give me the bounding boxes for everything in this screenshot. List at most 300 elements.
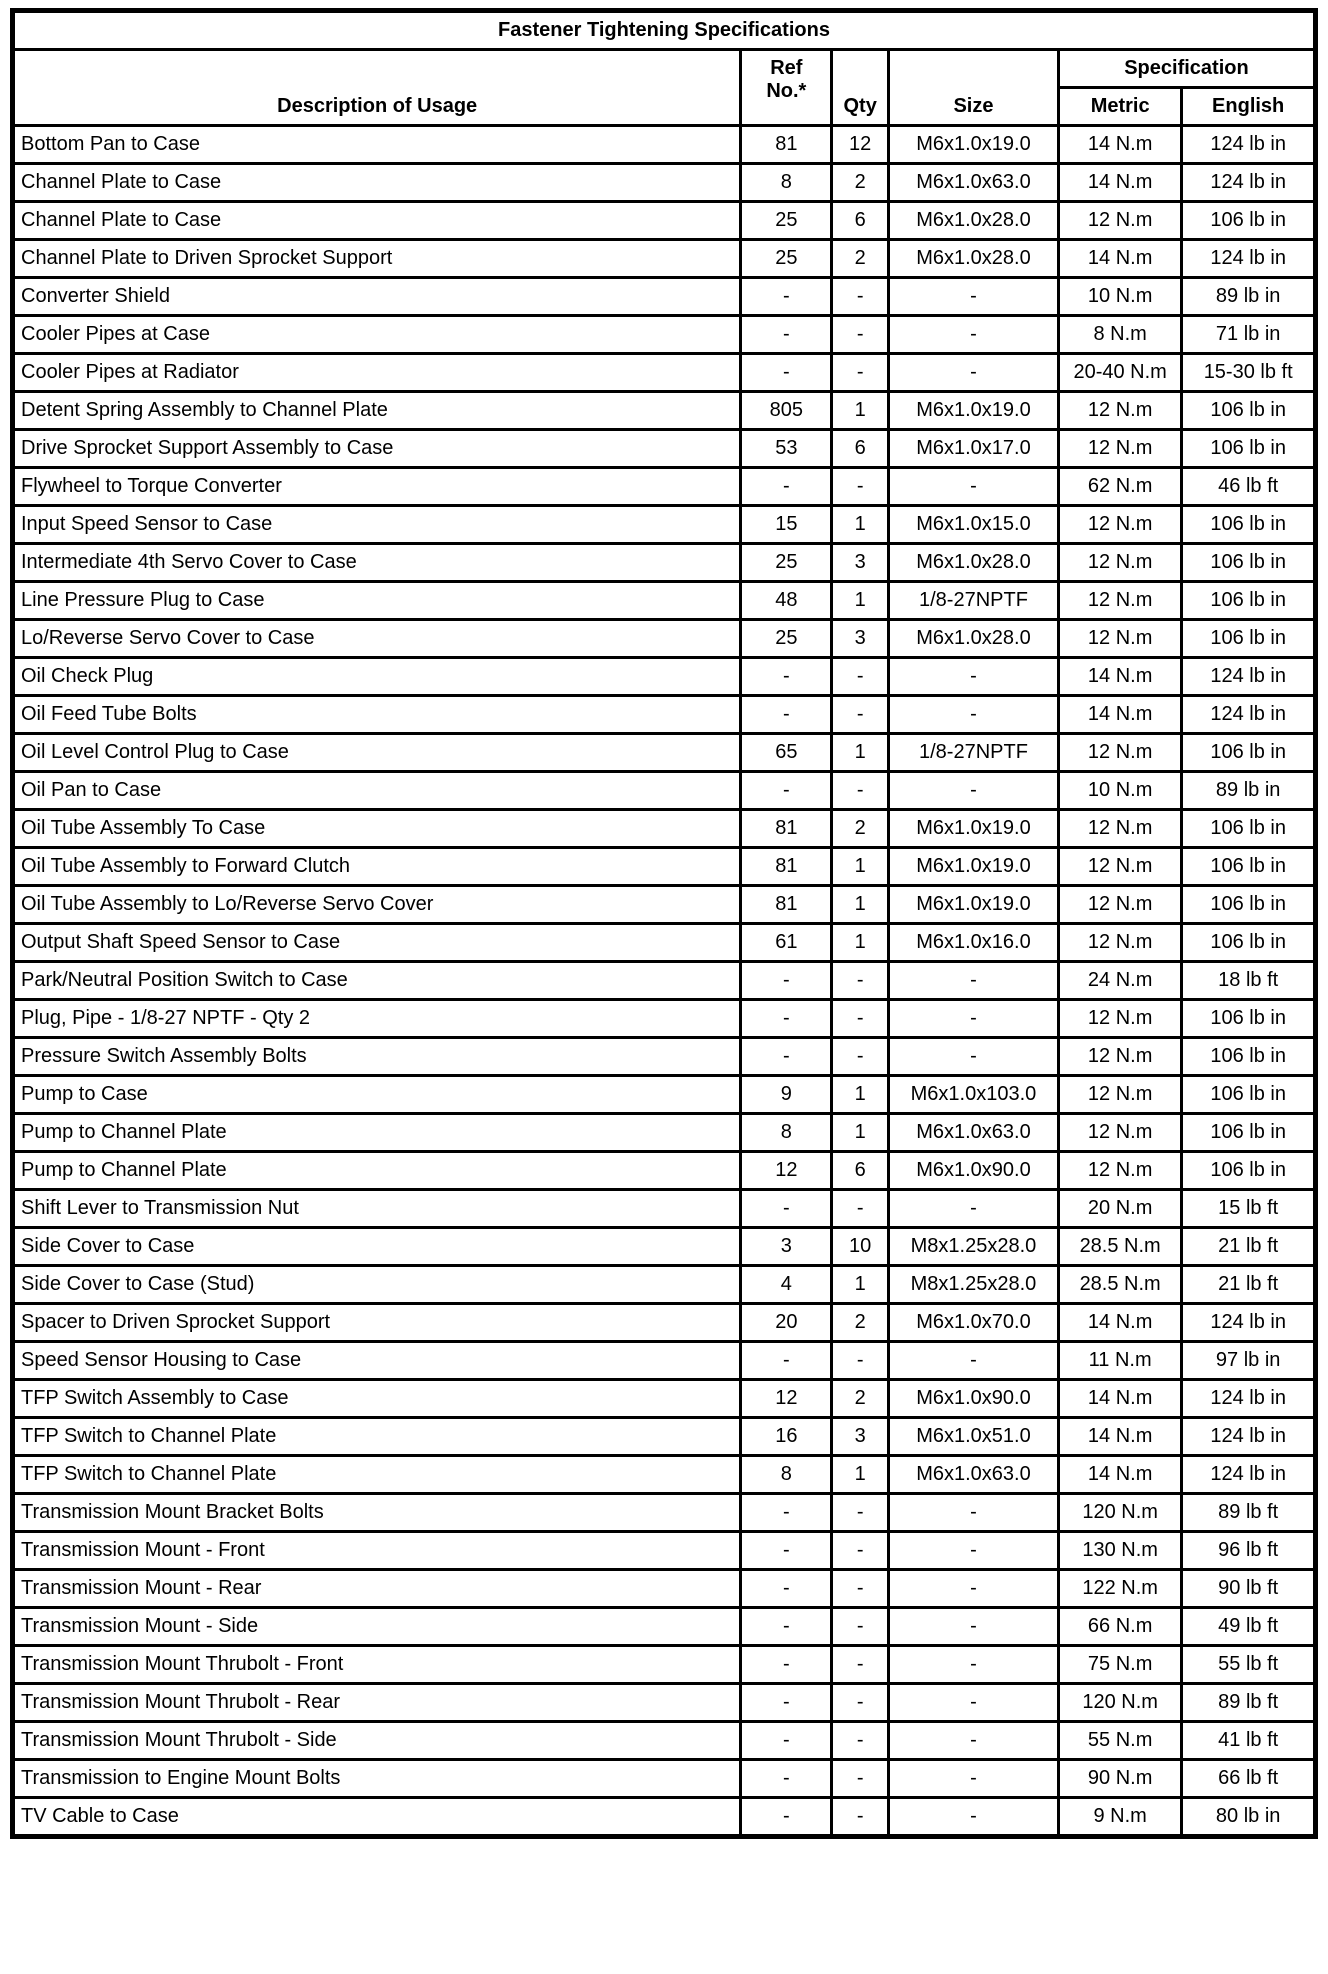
qty-cell: 1 [832, 886, 889, 924]
metric-spec-cell: 12 N.m [1058, 202, 1181, 240]
metric-spec-cell: 20 N.m [1058, 1190, 1181, 1228]
qty-cell: 1 [832, 924, 889, 962]
metric-spec-cell: 130 N.m [1058, 1532, 1181, 1570]
english-spec-cell: 21 lb ft [1182, 1228, 1316, 1266]
english-spec-cell: 106 lb in [1182, 1000, 1316, 1038]
size-cell: M6x1.0x19.0 [889, 886, 1059, 924]
english-spec-cell: 106 lb in [1182, 1038, 1316, 1076]
table-row [13, 1114, 1316, 1152]
table-row [13, 1456, 1316, 1494]
ref-no-cell: - [741, 468, 832, 506]
header-row-top [13, 50, 1316, 88]
size-cell: M8x1.25x28.0 [889, 1266, 1059, 1304]
qty-cell: - [832, 468, 889, 506]
qty-cell: - [832, 1608, 889, 1646]
size-cell: M6x1.0x15.0 [889, 506, 1059, 544]
size-cell: M6x1.0x19.0 [889, 810, 1059, 848]
english-spec-cell: 96 lb ft [1182, 1532, 1316, 1570]
qty-cell: 3 [832, 1418, 889, 1456]
english-spec-cell: 106 lb in [1182, 1114, 1316, 1152]
qty-cell: 10 [832, 1228, 889, 1266]
table-row [13, 1608, 1316, 1646]
description-cell: Cooler Pipes at Case [13, 316, 741, 354]
metric-spec-cell: 12 N.m [1058, 1114, 1181, 1152]
table-row [13, 1266, 1316, 1304]
qty-cell: 1 [832, 848, 889, 886]
header-ref-line2: No.* [766, 80, 807, 102]
size-cell: M6x1.0x19.0 [889, 392, 1059, 430]
qty-cell: 2 [832, 1380, 889, 1418]
description-cell: Pressure Switch Assembly Bolts [13, 1038, 741, 1076]
ref-no-cell: 25 [741, 202, 832, 240]
ref-no-cell: 25 [741, 240, 832, 278]
ref-no-cell: 805 [741, 392, 832, 430]
ref-no-cell: 48 [741, 582, 832, 620]
qty-cell: - [832, 316, 889, 354]
qty-cell: 2 [832, 164, 889, 202]
header-size: Size [889, 50, 1059, 126]
table-row [13, 1418, 1316, 1456]
metric-spec-cell: 90 N.m [1058, 1760, 1181, 1798]
description-cell: Pump to Case [13, 1076, 741, 1114]
table-row [13, 1722, 1316, 1760]
size-cell: M6x1.0x63.0 [889, 1456, 1059, 1494]
description-cell: Shift Lever to Transmission Nut [13, 1190, 741, 1228]
qty-cell: 1 [832, 1266, 889, 1304]
table-title: Fastener Tightening Specifications [13, 11, 1316, 50]
qty-cell: - [832, 1532, 889, 1570]
table-row [13, 810, 1316, 848]
qty-cell: 3 [832, 620, 889, 658]
table-row [13, 620, 1316, 658]
table-row [13, 392, 1316, 430]
table-row [13, 1190, 1316, 1228]
table-row [13, 316, 1316, 354]
size-cell: - [889, 1570, 1059, 1608]
qty-cell: 12 [832, 126, 889, 164]
metric-spec-cell: 12 N.m [1058, 1152, 1181, 1190]
metric-spec-cell: 14 N.m [1058, 1418, 1181, 1456]
english-spec-cell: 41 lb ft [1182, 1722, 1316, 1760]
ref-no-cell: - [741, 316, 832, 354]
description-cell: Line Pressure Plug to Case [13, 582, 741, 620]
metric-spec-cell: 12 N.m [1058, 924, 1181, 962]
description-cell: Cooler Pipes at Radiator [13, 354, 741, 392]
size-cell: - [889, 354, 1059, 392]
metric-spec-cell: 14 N.m [1058, 1456, 1181, 1494]
ref-no-cell: - [741, 696, 832, 734]
description-cell: Transmission Mount Thrubolt - Front [13, 1646, 741, 1684]
table-row [13, 1570, 1316, 1608]
qty-cell: 3 [832, 544, 889, 582]
description-cell: Drive Sprocket Support Assembly to Case [13, 430, 741, 468]
ref-no-cell: - [741, 354, 832, 392]
description-cell: Oil Tube Assembly to Forward Clutch [13, 848, 741, 886]
english-spec-cell: 106 lb in [1182, 734, 1316, 772]
metric-spec-cell: 20-40 N.m [1058, 354, 1181, 392]
table-row [13, 354, 1316, 392]
fastener-spec-table [10, 8, 1318, 1839]
size-cell: M6x1.0x16.0 [889, 924, 1059, 962]
english-spec-cell: 124 lb in [1182, 1456, 1316, 1494]
qty-cell: - [832, 278, 889, 316]
qty-cell: - [832, 1494, 889, 1532]
metric-spec-cell: 14 N.m [1058, 240, 1181, 278]
english-spec-cell: 97 lb in [1182, 1342, 1316, 1380]
table-row [13, 886, 1316, 924]
english-spec-cell: 66 lb ft [1182, 1760, 1316, 1798]
table-row [13, 658, 1316, 696]
table-row [13, 1228, 1316, 1266]
ref-no-cell: - [741, 1608, 832, 1646]
metric-spec-cell: 10 N.m [1058, 278, 1181, 316]
english-spec-cell: 106 lb in [1182, 886, 1316, 924]
description-cell: Flywheel to Torque Converter [13, 468, 741, 506]
table-row [13, 924, 1316, 962]
metric-spec-cell: 10 N.m [1058, 772, 1181, 810]
description-cell: TFP Switch Assembly to Case [13, 1380, 741, 1418]
english-spec-cell: 80 lb in [1182, 1798, 1316, 1837]
english-spec-cell: 89 lb ft [1182, 1684, 1316, 1722]
description-cell: Side Cover to Case (Stud) [13, 1266, 741, 1304]
metric-spec-cell: 12 N.m [1058, 848, 1181, 886]
ref-no-cell: 12 [741, 1380, 832, 1418]
qty-cell: 6 [832, 202, 889, 240]
qty-cell: 1 [832, 1114, 889, 1152]
ref-no-cell: - [741, 1342, 832, 1380]
english-spec-cell: 90 lb ft [1182, 1570, 1316, 1608]
metric-spec-cell: 75 N.m [1058, 1646, 1181, 1684]
ref-no-cell: - [741, 1570, 832, 1608]
size-cell: 1/8-27NPTF [889, 582, 1059, 620]
qty-cell: - [832, 354, 889, 392]
ref-no-cell: 81 [741, 126, 832, 164]
description-cell: Oil Level Control Plug to Case [13, 734, 741, 772]
metric-spec-cell: 14 N.m [1058, 696, 1181, 734]
table-row [13, 468, 1316, 506]
qty-cell: - [832, 772, 889, 810]
description-cell: Oil Check Plug [13, 658, 741, 696]
metric-spec-cell: 12 N.m [1058, 886, 1181, 924]
qty-cell: - [832, 1570, 889, 1608]
table-row [13, 1000, 1316, 1038]
description-cell: Oil Feed Tube Bolts [13, 696, 741, 734]
size-cell: - [889, 696, 1059, 734]
ref-no-cell: 12 [741, 1152, 832, 1190]
table-row [13, 1532, 1316, 1570]
table-row [13, 962, 1316, 1000]
qty-cell: 1 [832, 734, 889, 772]
qty-cell: 1 [832, 1456, 889, 1494]
header-specification: Specification [1058, 50, 1315, 88]
qty-cell: - [832, 1342, 889, 1380]
table-row [13, 1038, 1316, 1076]
size-cell: M6x1.0x51.0 [889, 1418, 1059, 1456]
table-row [13, 430, 1316, 468]
ref-no-cell: 8 [741, 164, 832, 202]
ref-no-cell: 8 [741, 1114, 832, 1152]
description-cell: TFP Switch to Channel Plate [13, 1418, 741, 1456]
ref-no-cell: - [741, 1646, 832, 1684]
metric-spec-cell: 12 N.m [1058, 582, 1181, 620]
size-cell: - [889, 1722, 1059, 1760]
size-cell: M6x1.0x28.0 [889, 202, 1059, 240]
table-row [13, 1152, 1316, 1190]
description-cell: Channel Plate to Case [13, 202, 741, 240]
metric-spec-cell: 62 N.m [1058, 468, 1181, 506]
size-cell: - [889, 1038, 1059, 1076]
size-cell: - [889, 278, 1059, 316]
qty-cell: - [832, 1190, 889, 1228]
size-cell: M6x1.0x63.0 [889, 1114, 1059, 1152]
table-row [13, 544, 1316, 582]
size-cell: - [889, 1494, 1059, 1532]
size-cell: - [889, 468, 1059, 506]
table-row [13, 1380, 1316, 1418]
description-cell: Input Speed Sensor to Case [13, 506, 741, 544]
qty-cell: - [832, 1722, 889, 1760]
size-cell: - [889, 316, 1059, 354]
english-spec-cell: 106 lb in [1182, 620, 1316, 658]
description-cell: Side Cover to Case [13, 1228, 741, 1266]
metric-spec-cell: 120 N.m [1058, 1684, 1181, 1722]
ref-no-cell: 81 [741, 810, 832, 848]
size-cell: - [889, 1000, 1059, 1038]
english-spec-cell: 106 lb in [1182, 392, 1316, 430]
english-spec-cell: 106 lb in [1182, 810, 1316, 848]
qty-cell: 1 [832, 392, 889, 430]
english-spec-cell: 106 lb in [1182, 544, 1316, 582]
ref-no-cell: - [741, 1684, 832, 1722]
description-cell: TFP Switch to Channel Plate [13, 1456, 741, 1494]
size-cell: - [889, 1608, 1059, 1646]
ref-no-cell: 3 [741, 1228, 832, 1266]
english-spec-cell: 124 lb in [1182, 164, 1316, 202]
ref-no-cell: - [741, 1760, 832, 1798]
ref-no-cell: - [741, 1038, 832, 1076]
english-spec-cell: 106 lb in [1182, 582, 1316, 620]
description-cell: Pump to Channel Plate [13, 1114, 741, 1152]
qty-cell: 2 [832, 1304, 889, 1342]
metric-spec-cell: 8 N.m [1058, 316, 1181, 354]
description-cell: Pump to Channel Plate [13, 1152, 741, 1190]
table-row [13, 1684, 1316, 1722]
header-qty: Qty [832, 50, 889, 126]
header-description: Description of Usage [13, 50, 741, 126]
ref-no-cell: - [741, 658, 832, 696]
description-cell: Transmission Mount - Rear [13, 1570, 741, 1608]
size-cell: M6x1.0x90.0 [889, 1380, 1059, 1418]
size-cell: - [889, 1684, 1059, 1722]
description-cell: Oil Pan to Case [13, 772, 741, 810]
metric-spec-cell: 12 N.m [1058, 810, 1181, 848]
ref-no-cell: 25 [741, 620, 832, 658]
description-cell: Transmission to Engine Mount Bolts [13, 1760, 741, 1798]
table-row [13, 848, 1316, 886]
english-spec-cell: 18 lb ft [1182, 962, 1316, 1000]
description-cell: Oil Tube Assembly to Lo/Reverse Servo Cover [13, 886, 741, 924]
table-row [13, 1760, 1316, 1798]
description-cell: Channel Plate to Case [13, 164, 741, 202]
english-spec-cell: 21 lb ft [1182, 1266, 1316, 1304]
qty-cell: - [832, 962, 889, 1000]
metric-spec-cell: 9 N.m [1058, 1798, 1181, 1837]
header-english: English [1182, 88, 1316, 126]
size-cell: M6x1.0x19.0 [889, 848, 1059, 886]
description-cell: Speed Sensor Housing to Case [13, 1342, 741, 1380]
table-row [13, 734, 1316, 772]
ref-no-cell: 16 [741, 1418, 832, 1456]
english-spec-cell: 106 lb in [1182, 1152, 1316, 1190]
ref-no-cell: 53 [741, 430, 832, 468]
ref-no-cell: - [741, 1532, 832, 1570]
metric-spec-cell: 28.5 N.m [1058, 1228, 1181, 1266]
english-spec-cell: 124 lb in [1182, 1418, 1316, 1456]
qty-cell: 1 [832, 1076, 889, 1114]
table-row [13, 1798, 1316, 1837]
size-cell: M6x1.0x90.0 [889, 1152, 1059, 1190]
ref-no-cell: - [741, 1000, 832, 1038]
description-cell: Transmission Mount Thrubolt - Side [13, 1722, 741, 1760]
ref-no-cell: - [741, 772, 832, 810]
qty-cell: - [832, 1684, 889, 1722]
english-spec-cell: 49 lb ft [1182, 1608, 1316, 1646]
title-row [13, 11, 1316, 50]
description-cell: Plug, Pipe - 1/8-27 NPTF - Qty 2 [13, 1000, 741, 1038]
size-cell: M6x1.0x28.0 [889, 544, 1059, 582]
header-ref [741, 50, 832, 126]
size-cell: - [889, 1760, 1059, 1798]
description-cell: Transmission Mount - Side [13, 1608, 741, 1646]
ref-no-cell: - [741, 1494, 832, 1532]
table-row [13, 1304, 1316, 1342]
metric-spec-cell: 12 N.m [1058, 1000, 1181, 1038]
table-row [13, 1646, 1316, 1684]
metric-spec-cell: 12 N.m [1058, 506, 1181, 544]
table-row [13, 278, 1316, 316]
english-spec-cell: 15 lb ft [1182, 1190, 1316, 1228]
table-row [13, 582, 1316, 620]
header-metric: Metric [1058, 88, 1181, 126]
size-cell: M6x1.0x28.0 [889, 240, 1059, 278]
ref-no-cell: - [741, 278, 832, 316]
size-cell: M6x1.0x19.0 [889, 126, 1059, 164]
english-spec-cell: 106 lb in [1182, 848, 1316, 886]
metric-spec-cell: 11 N.m [1058, 1342, 1181, 1380]
english-spec-cell: 106 lb in [1182, 202, 1316, 240]
size-cell: M6x1.0x103.0 [889, 1076, 1059, 1114]
metric-spec-cell: 14 N.m [1058, 658, 1181, 696]
description-cell: Transmission Mount Bracket Bolts [13, 1494, 741, 1532]
english-spec-cell: 46 lb ft [1182, 468, 1316, 506]
table-row [13, 164, 1316, 202]
qty-cell: - [832, 1760, 889, 1798]
qty-cell: - [832, 658, 889, 696]
spec-table-header [13, 11, 1316, 126]
metric-spec-cell: 28.5 N.m [1058, 1266, 1181, 1304]
english-spec-cell: 124 lb in [1182, 658, 1316, 696]
table-row [13, 1494, 1316, 1532]
size-cell: M6x1.0x28.0 [889, 620, 1059, 658]
qty-cell: 6 [832, 430, 889, 468]
metric-spec-cell: 14 N.m [1058, 1380, 1181, 1418]
description-cell: Spacer to Driven Sprocket Support [13, 1304, 741, 1342]
size-cell: M8x1.25x28.0 [889, 1228, 1059, 1266]
metric-spec-cell: 66 N.m [1058, 1608, 1181, 1646]
size-cell: - [889, 1532, 1059, 1570]
table-row [13, 202, 1316, 240]
metric-spec-cell: 55 N.m [1058, 1722, 1181, 1760]
qty-cell: - [832, 1798, 889, 1837]
qty-cell: 2 [832, 810, 889, 848]
metric-spec-cell: 12 N.m [1058, 1038, 1181, 1076]
ref-no-cell: 65 [741, 734, 832, 772]
qty-cell: - [832, 1038, 889, 1076]
table-row [13, 696, 1316, 734]
qty-cell: 1 [832, 582, 889, 620]
ref-no-cell: 81 [741, 886, 832, 924]
metric-spec-cell: 12 N.m [1058, 1076, 1181, 1114]
english-spec-cell: 89 lb ft [1182, 1494, 1316, 1532]
metric-spec-cell: 12 N.m [1058, 734, 1181, 772]
description-cell: Channel Plate to Driven Sprocket Support [13, 240, 741, 278]
ref-no-cell: 61 [741, 924, 832, 962]
description-cell: Park/Neutral Position Switch to Case [13, 962, 741, 1000]
size-cell: - [889, 658, 1059, 696]
header-ref-line1: Ref [770, 57, 803, 79]
description-cell: Output Shaft Speed Sensor to Case [13, 924, 741, 962]
ref-no-cell: 9 [741, 1076, 832, 1114]
metric-spec-cell: 12 N.m [1058, 392, 1181, 430]
table-row [13, 772, 1316, 810]
qty-cell: 1 [832, 506, 889, 544]
description-cell: Converter Shield [13, 278, 741, 316]
table-row [13, 240, 1316, 278]
metric-spec-cell: 14 N.m [1058, 164, 1181, 202]
description-cell: TV Cable to Case [13, 1798, 741, 1837]
size-cell: M6x1.0x63.0 [889, 164, 1059, 202]
ref-no-cell: - [741, 1190, 832, 1228]
english-spec-cell: 106 lb in [1182, 430, 1316, 468]
ref-no-cell: 20 [741, 1304, 832, 1342]
english-spec-cell: 71 lb in [1182, 316, 1316, 354]
english-spec-cell: 124 lb in [1182, 696, 1316, 734]
size-cell: - [889, 962, 1059, 1000]
table-row [13, 126, 1316, 164]
ref-no-cell: - [741, 1798, 832, 1837]
english-spec-cell: 106 lb in [1182, 506, 1316, 544]
table-row [13, 1076, 1316, 1114]
metric-spec-cell: 12 N.m [1058, 544, 1181, 582]
ref-no-cell: - [741, 962, 832, 1000]
description-cell: Bottom Pan to Case [13, 126, 741, 164]
qty-cell: 6 [832, 1152, 889, 1190]
metric-spec-cell: 122 N.m [1058, 1570, 1181, 1608]
qty-cell: - [832, 1646, 889, 1684]
description-cell: Lo/Reverse Servo Cover to Case [13, 620, 741, 658]
table-row [13, 506, 1316, 544]
size-cell: 1/8-27NPTF [889, 734, 1059, 772]
description-cell: Transmission Mount Thrubolt - Rear [13, 1684, 741, 1722]
table-row [13, 1342, 1316, 1380]
metric-spec-cell: 12 N.m [1058, 620, 1181, 658]
metric-spec-cell: 14 N.m [1058, 1304, 1181, 1342]
size-cell: - [889, 1798, 1059, 1837]
metric-spec-cell: 24 N.m [1058, 962, 1181, 1000]
english-spec-cell: 55 lb ft [1182, 1646, 1316, 1684]
english-spec-cell: 89 lb in [1182, 772, 1316, 810]
english-spec-cell: 124 lb in [1182, 1304, 1316, 1342]
